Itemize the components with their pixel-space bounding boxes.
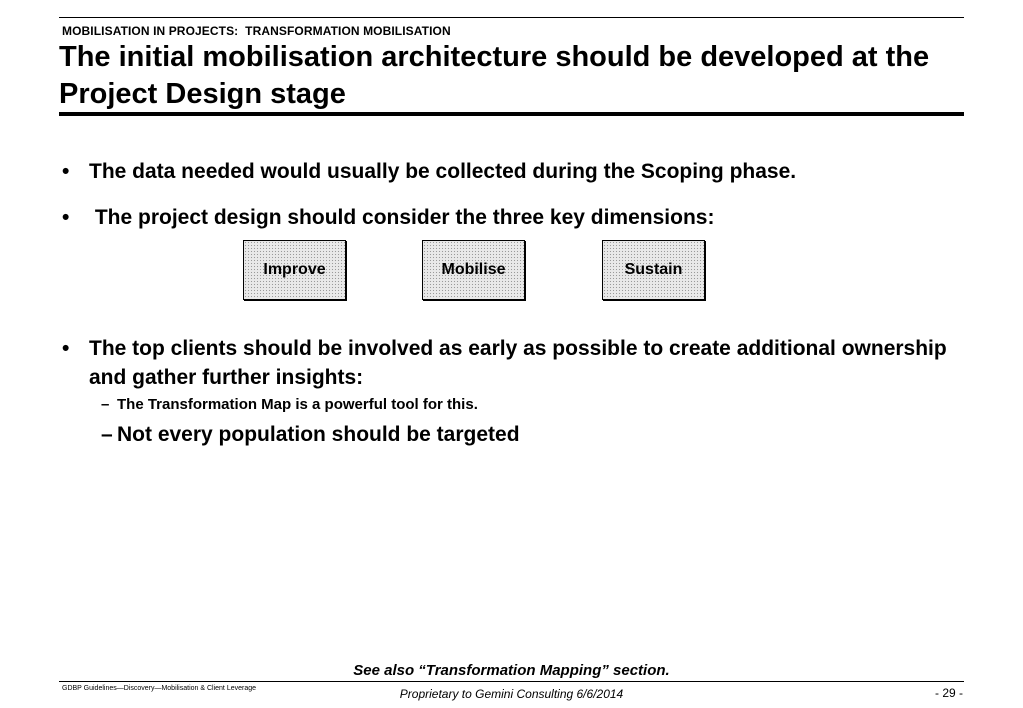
section-label: MOBILISATION IN PROJECTS: TRANSFORMATION MOBILISATION [62,24,451,38]
footer-proprietary: Proprietary to Gemini Consulting 6/6/2014 [399,687,624,701]
dimension-box-improve: Improve [243,240,346,300]
sub-bullet-text: The Transformation Map is a powerful tool for this. [117,396,478,413]
dimension-box-sustain: Sustain [602,240,705,300]
page-number: - 29 - [934,686,963,700]
dimension-box-mobilise: Mobilise [422,240,525,300]
top-rule [59,17,964,18]
bullet-text: The data needed would usually be collected during the Scoping phase. [89,160,797,183]
slide-title: The initial mobilisation architecture should be developed at the Project Design stage [59,41,930,110]
sub-bullet-text: Not every population should be targeted [117,423,520,446]
sub-bullet-marker: – [101,396,110,413]
bullet-marker: • [62,206,70,229]
bottom-rule [59,681,964,682]
sub-bullet-marker: – [101,423,113,446]
bullet-marker: • [62,160,70,183]
bullet-text: The project design should consider the three key dimensions: [89,206,715,229]
footer-doc-path: GDBP Guidelines—Discovery—Mobilisation & Client Leverage [62,685,257,692]
title-rule [59,112,964,116]
bullet-text: The top clients should be involved as early as possible to create additional ownership and gather further insights: [89,337,947,389]
bullet-marker: • [62,337,70,360]
see-also-note: See also “Transformation Mapping” section. [353,662,670,679]
